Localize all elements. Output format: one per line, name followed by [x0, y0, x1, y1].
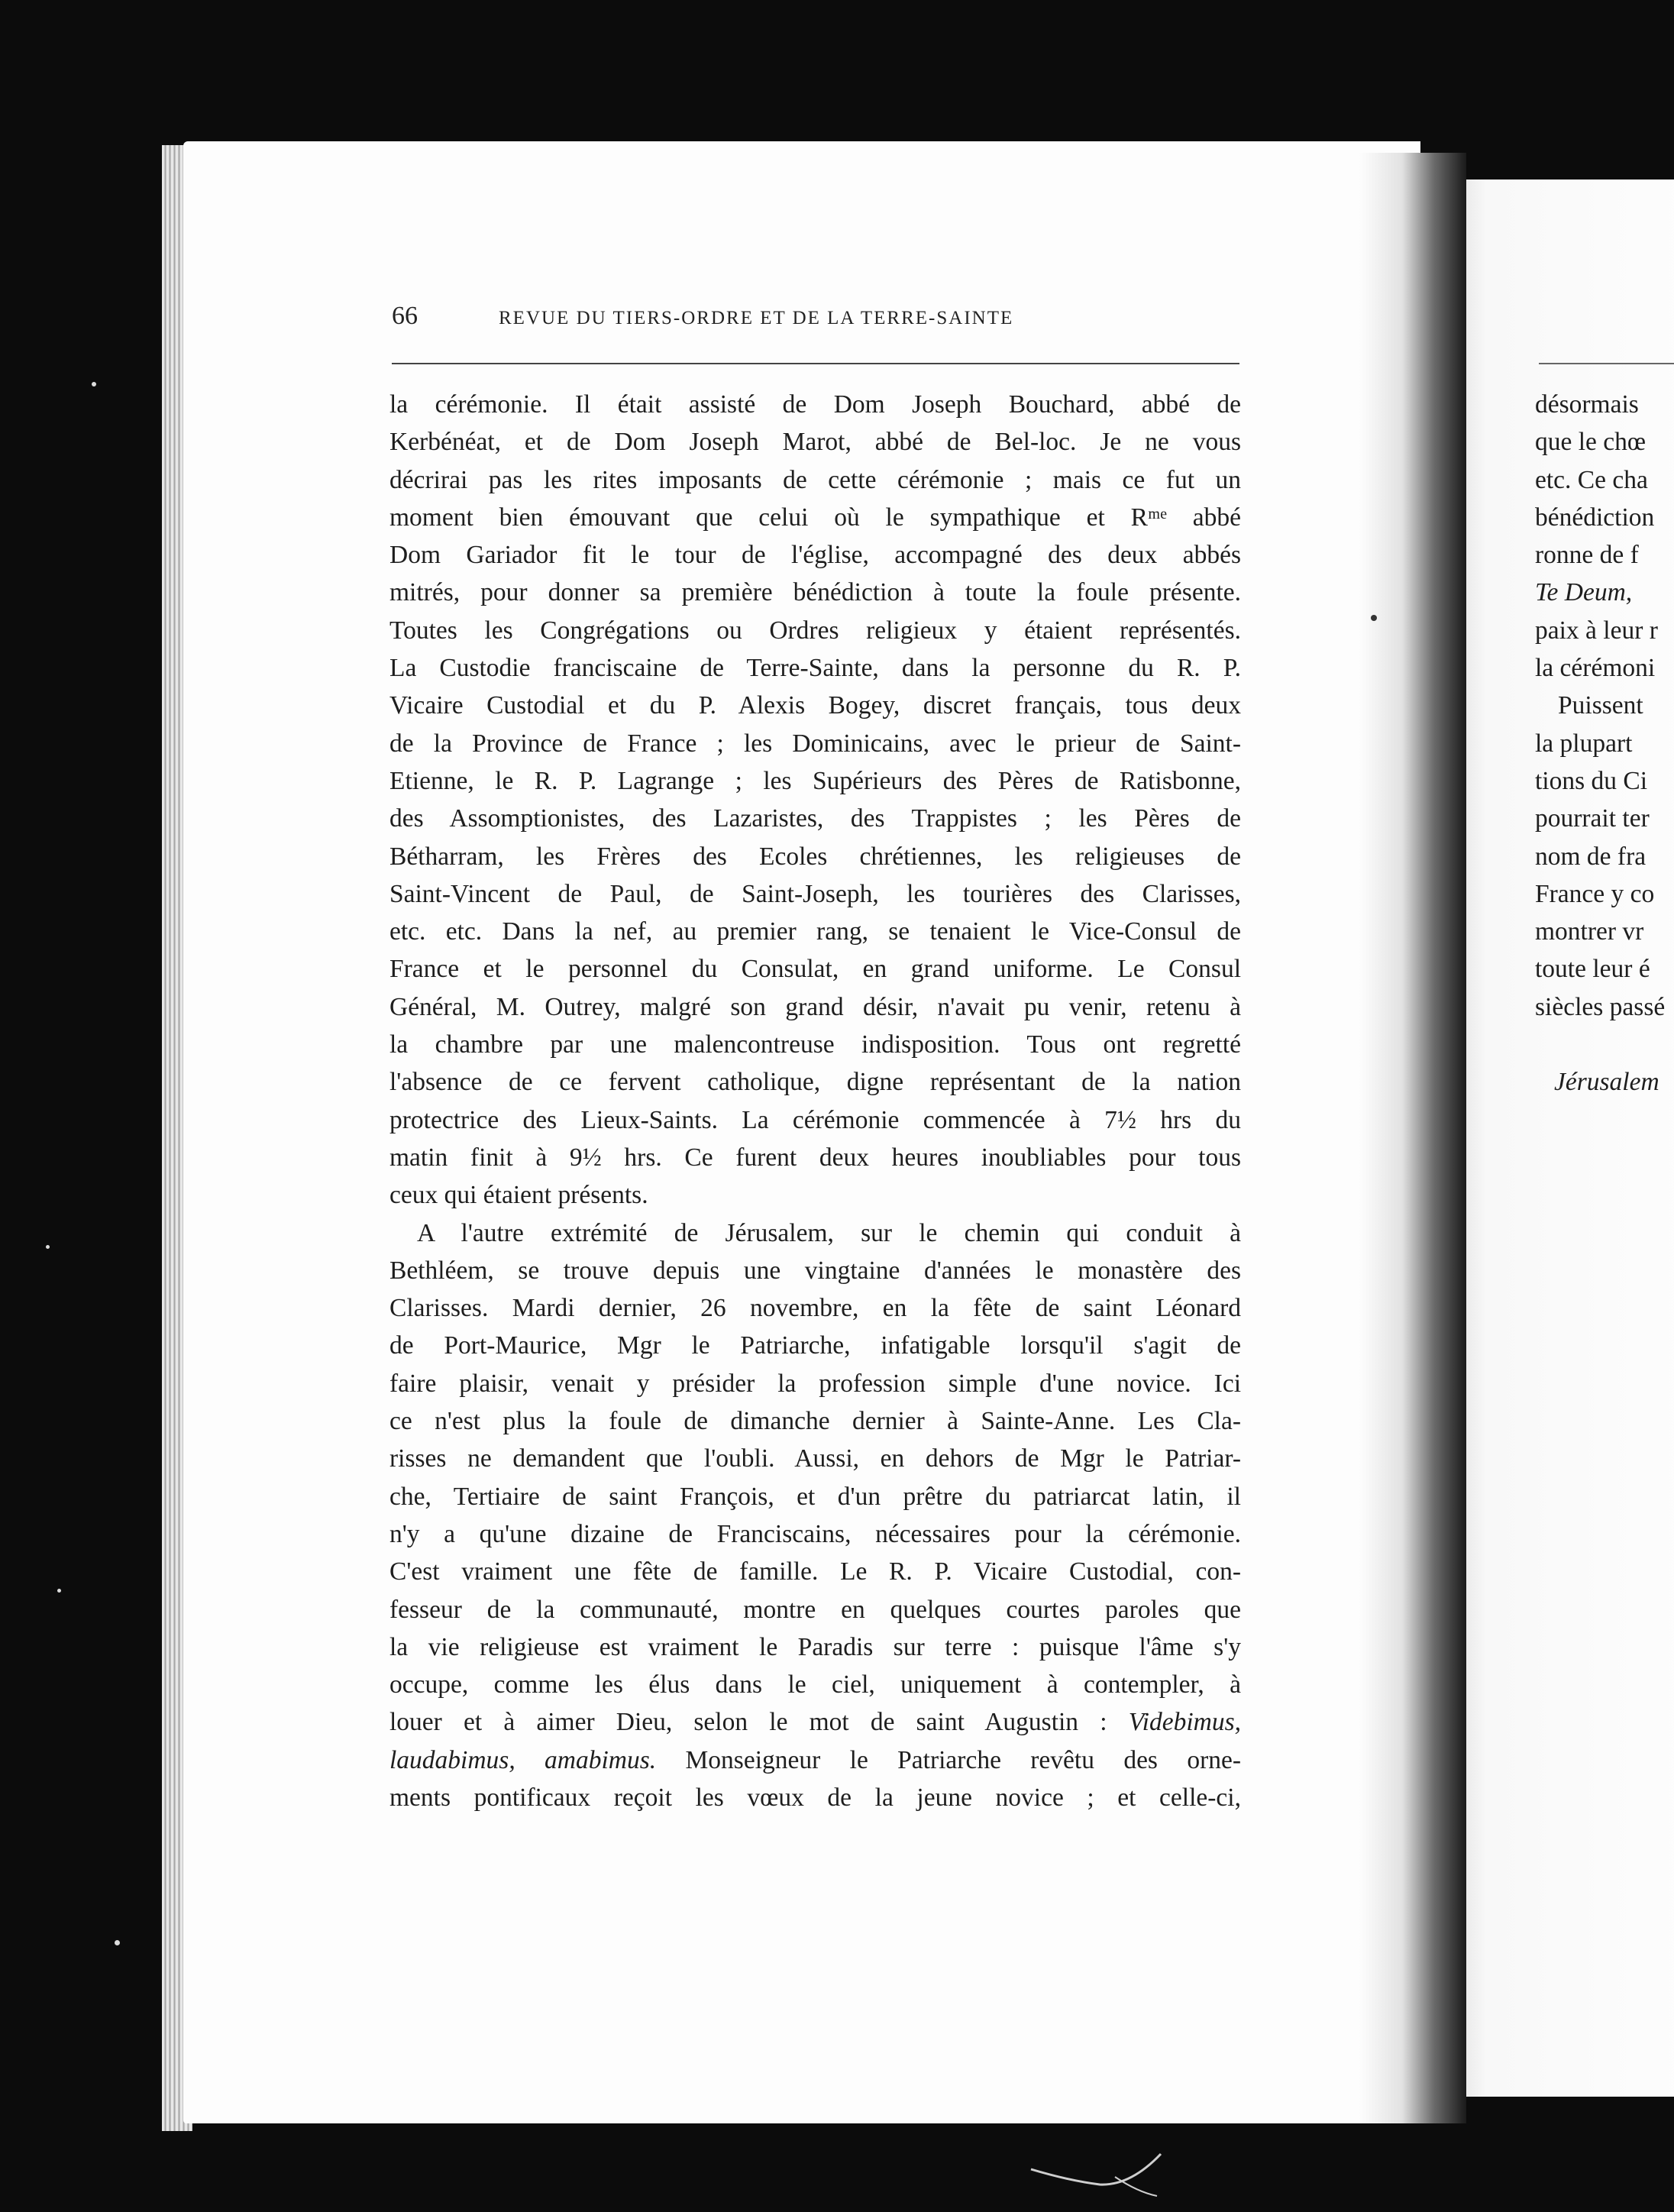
text-line: ronne de f [1535, 541, 1639, 570]
text-line: de Port-Maurice, Mgr le Patriarche, infatigable lorsqu'il s'agit de [389, 1331, 1241, 1360]
text-line: fesseur de la communauté, montre en quelques courtes paroles que [389, 1595, 1241, 1624]
text-line: occupe, comme les élus dans le ciel, uniquement à contempler, à [389, 1670, 1241, 1699]
text-line: Etienne, le R. P. Lagrange ; les Supérieurs des Pères de Ratisbonne, [389, 766, 1241, 795]
text-line: mitrés, pour donner sa première bénédiction à toute la foule présente. [389, 578, 1241, 607]
text-line: protectrice des Lieux-Saints. La cérémonie commencée à 7½ hrs du [389, 1105, 1241, 1134]
text-line: ceux qui étaient présents. [389, 1181, 648, 1210]
text-line: désormais [1535, 390, 1639, 419]
dust-speck [1371, 615, 1377, 621]
text-fragment: Monseigneur le Patriarche revêtu des orne- [685, 1745, 1241, 1774]
text-line: ce n'est plus la foule de dimanche dernier à Sainte-Anne. Les Cla- [389, 1407, 1241, 1436]
text-line: etc. etc. Dans la nef, au premier rang, se tenaient le Vice-Consul de [389, 917, 1241, 946]
text-line: moment bien émouvant que celui où le sympathique et Rᵐᵉ abbé [389, 503, 1241, 532]
text-line: la chambre par une malencontreuse indisposition. Tous ont regretté [389, 1030, 1241, 1059]
text-line: che, Tertiaire de saint François, et d'un prêtre du patriarcat latin, il [389, 1482, 1241, 1511]
text-line: pourrait ter [1535, 804, 1650, 833]
text-line: risses ne demandent que l'oubli. Aussi, en dehors de Mgr le Patriar- [389, 1444, 1241, 1473]
text-line: la cérémonie. Il était assisté de Dom Joseph Bouchard, abbé de [389, 390, 1241, 419]
text-line: décrirai pas les rites imposants de cette cérémonie ; mais ce fut un [389, 465, 1241, 494]
book-gutter [1359, 153, 1466, 2123]
text-line: de la Province de France ; les Dominicains, avec le prieur de Saint- [389, 729, 1241, 758]
text-line: Bethléem, se trouve depuis une vingtaine d'années le monastère des [389, 1256, 1241, 1285]
text-line: ments pontificaux reçoit les vœux de la jeune novice ; et celle-ci, [389, 1783, 1241, 1812]
text-line: toute leur é [1535, 955, 1650, 984]
body-text [389, 386, 1241, 1816]
text-line: Dom Gariador fit le tour de l'église, accompagné des deux abbés [389, 541, 1241, 570]
text-line-with-quote [389, 1703, 1241, 1741]
dust-speck [115, 1940, 120, 1945]
right-page-text [1535, 386, 1674, 1101]
signature: Jérusalem [1554, 1068, 1659, 1097]
right-page-rule [1539, 363, 1674, 364]
text-line-with-quote [389, 1741, 1241, 1779]
text-line: France y co [1535, 879, 1655, 908]
text-line: faire plaisir, venait y présider la profession simple d'une novice. Ici [389, 1369, 1241, 1398]
stray-mark [1023, 2139, 1176, 2200]
dust-speck [46, 1245, 50, 1249]
text-fragment: louer et à aimer Dieu, selon le mot de saint Augustin : [389, 1708, 1107, 1737]
text-line: France et le personnel du Consulat, en grand uniforme. Le Consul [389, 955, 1241, 984]
text-line: siècles passé [1535, 992, 1666, 1021]
latin-quote: laudabimus, amabimus. [389, 1745, 657, 1774]
text-line: nom de fra [1535, 842, 1647, 871]
text-line: paix à leur r [1535, 616, 1658, 645]
running-title: REVUE DU TIERS-ORDRE ET DE LA TERRE-SAINTE [499, 308, 1014, 328]
text-line: n'y a qu'une dizaine de Franciscains, nécessaires pour la cérémonie. [389, 1519, 1241, 1548]
text-line: Clarisses. Mardi dernier, 26 novembre, en la fête de saint Léonard [389, 1294, 1241, 1323]
dust-speck [57, 1589, 61, 1593]
page-number: 66 [392, 302, 418, 330]
text-line: que le chœ [1535, 428, 1647, 457]
text-line: bénédiction [1535, 503, 1655, 532]
running-head [392, 302, 1239, 340]
text-line: C'est vraiment une fête de famille. Le R. P. Vicaire Custodial, con- [389, 1557, 1241, 1586]
text-line: La Custodie franciscaine de Terre-Sainte, dans la personne du R. P. [389, 654, 1241, 683]
text-line: Saint-Vincent de Paul, de Saint-Joseph, les tourières des Clarisses, [389, 879, 1241, 908]
text-line: la plupart [1535, 729, 1633, 758]
text-line: tions du Ci [1535, 766, 1648, 795]
text-line: l'absence de ce fervent catholique, digne représentant de la nation [389, 1068, 1241, 1097]
text-line: Vicaire Custodial et du P. Alexis Bogey, discret français, tous deux [389, 691, 1241, 720]
latin-quote: Videbimus, [1128, 1708, 1242, 1737]
text-line: matin finit à 9½ hrs. Ce furent deux heures inoubliables pour tous [389, 1143, 1241, 1172]
text-line: A l'autre extrémité de Jérusalem, sur le chemin qui conduit à [417, 1218, 1241, 1247]
text-line: Bétharram, les Frères des Ecoles chrétiennes, les religieuses de [389, 842, 1241, 871]
header-rule [392, 363, 1239, 364]
text-line: Toutes les Congrégations ou Ordres religieux y étaient représentés. [389, 616, 1241, 645]
text-line: Général, M. Outrey, malgré son grand désir, n'avait pu venir, retenu à [389, 992, 1241, 1021]
text-line: la vie religieuse est vraiment le Paradis sur terre : puisque l'âme s'y [389, 1632, 1241, 1661]
text-line: la cérémoni [1535, 654, 1656, 683]
dust-speck [92, 382, 96, 386]
text-line: etc. Ce cha [1535, 465, 1648, 494]
text-line: des Assomptionistes, des Lazaristes, des Trappistes ; les Pères de [389, 804, 1241, 833]
text-line: montrer vr [1535, 917, 1644, 946]
text-line: Kerbénéat, et de Dom Joseph Marot, abbé de Bel-loc. Je ne vous [389, 428, 1241, 457]
text-line: Puissent [1558, 691, 1643, 720]
text-line: Te Deum, [1535, 578, 1633, 607]
